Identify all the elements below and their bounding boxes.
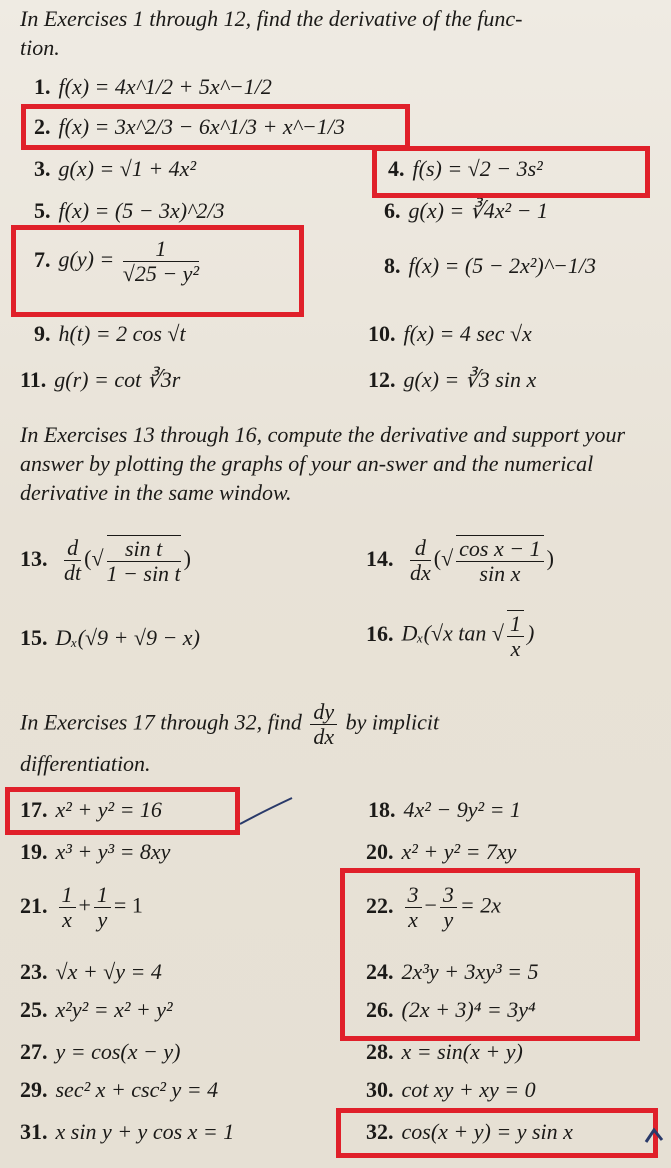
exercise-27: 27. y = cos(x − y) — [20, 1039, 181, 1064]
exercise-16: 16. Dₓ(√x tan √ $\frac{1}{x}$ ) — [366, 611, 535, 661]
exercise-6: 6. g(x) = ∛4x² − 1 — [384, 198, 548, 223]
exercise-22: 22. $\frac{3}{x}$ − $\frac{3}{y}$ = 2x — [366, 882, 502, 932]
exercise-3: 3. g(x) = √1 + 4x² — [34, 156, 197, 181]
exercise-8: 8. f(x) = (5 − 2x²)^−1/3 — [384, 253, 596, 278]
exercise-12: 12. g(x) = ∛3 sin x — [368, 367, 537, 392]
pen-stroke-mark — [236, 790, 296, 830]
exercise-2: 2. f(x) = 3x^2/3 − 6x^1/3 + x^−1/3 — [34, 114, 345, 139]
exercise-21: 21. $\frac{1}{x}$ + $\frac{1}{y}$ = 1 — [20, 882, 143, 932]
exercise-4: 4. f(s) = √2 − 3s² — [388, 156, 543, 181]
pen-check-mark — [640, 1120, 668, 1150]
exercise-31: 31. x sin y + y cos x = 1 — [20, 1119, 235, 1144]
exercise-29: 29. sec² x + csc² y = 4 — [20, 1077, 219, 1102]
exercise-11: 11. g(r) = cot ∛3r — [20, 367, 181, 392]
exercise-13: 13. $\frac{d}{dt}$ (√ $\frac{\text{sin t}}{\text{1 − sin t}}$ ) — [20, 535, 191, 586]
intro-exercises-13-16: In Exercises 13 through 16, compute the derivative and support your answer by plotting the graphs of your an-swer and the numerical derivative in the same window. — [20, 422, 626, 505]
exercise-20: 20. x² + y² = 7xy — [366, 839, 517, 864]
exercise-19: 19. x³ + y³ = 8xy — [20, 839, 171, 864]
exercise-15: 15. Dₓ(√9 + √9 − x) — [20, 625, 200, 650]
intro-exercises-17-32: In Exercises 17 through 32, find $\frac{dy}{dx}$ by implicit differentiation. — [20, 699, 440, 776]
exercise-32: 32. cos(x + y) = y sin x — [366, 1119, 573, 1144]
exercise-9: 9. h(t) = 2 cos √t — [34, 321, 186, 346]
exercise-28: 28. x = sin(x + y) — [366, 1039, 523, 1064]
intro-exercises-1-12: In Exercises 1 through 12, find the derivative of the func- tion. — [20, 6, 523, 60]
exercise-14: 14. $\frac{d}{dx}$ (√ $\frac{\text{cos x − 1}}{\text{sin x}}$ ) — [366, 535, 554, 586]
exercise-10: 10. f(x) = 4 sec √x — [368, 321, 532, 346]
exercise-5: 5. f(x) = (5 − 3x)^2/3 — [34, 198, 225, 223]
exercise-1: 1. f(x) = 4x^1/2 + 5x^−1/2 — [34, 74, 272, 99]
exercise-26: 26. (2x + 3)⁴ = 3y⁴ — [366, 997, 536, 1022]
exercise-7-fraction: $\frac{1}{\text{√25 − y²}}$ — [122, 236, 200, 286]
exercise-17: 17. x² + y² = 16 — [20, 797, 162, 822]
exercise-7: 7. g(y) = $\frac{1}{\text{√25 − y²}}$ — [34, 236, 200, 286]
exercise-18: 18. 4x² − 9y² = 1 — [368, 797, 521, 822]
exercise-30: 30. cot xy + xy = 0 — [366, 1077, 536, 1102]
exercise-23: 23. √x + √y = 4 — [20, 959, 162, 984]
exercise-25: 25. x²y² = x² + y² — [20, 997, 173, 1022]
exercise-24: 24. 2x³y + 3xy³ = 5 — [366, 959, 539, 984]
